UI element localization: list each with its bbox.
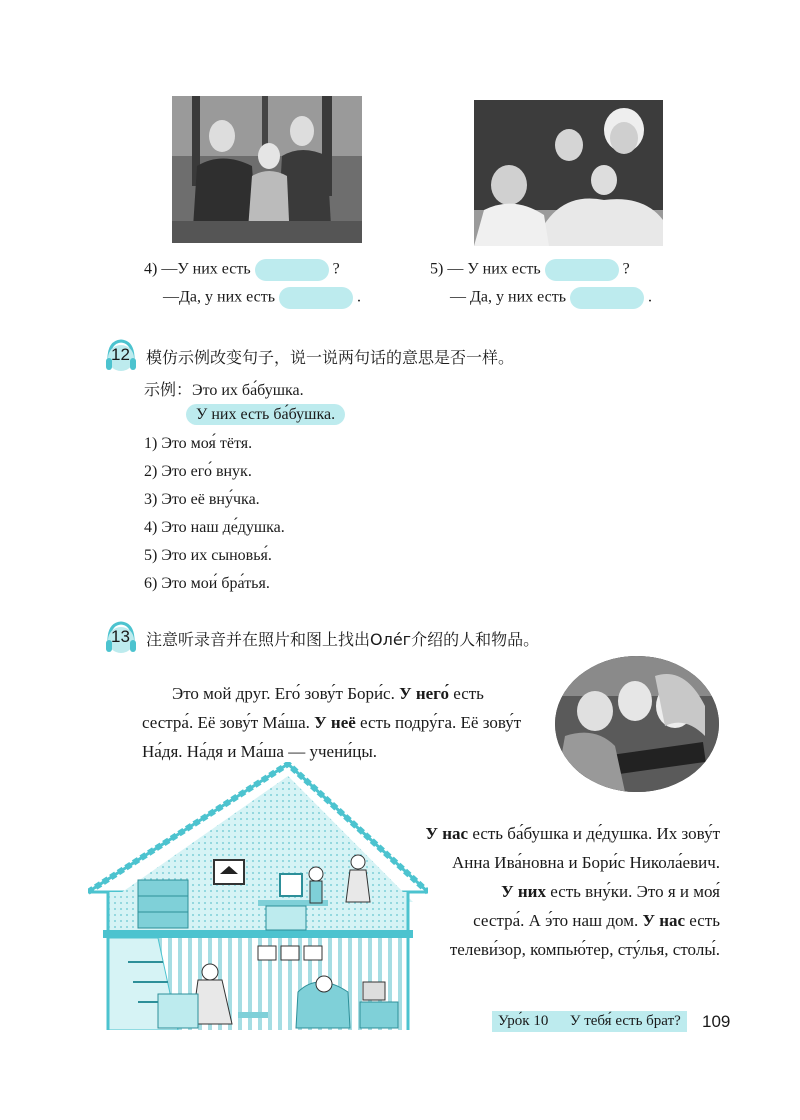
question-text: — У них есть xyxy=(447,260,541,278)
exercise-number: 13 xyxy=(111,627,130,646)
text: есть xyxy=(685,911,720,930)
example-answer-highlight: У них есть ба́бушка. xyxy=(186,404,345,425)
exercise-list xyxy=(144,430,285,598)
house-illustration xyxy=(88,762,428,1030)
lesson-number: Уро́к 10 xyxy=(498,1013,549,1029)
question-text: —У них есть xyxy=(161,260,251,278)
bold-text: У них xyxy=(501,882,546,901)
text: есть вну́ки. Это я и моя́ xyxy=(545,882,720,901)
bold-text: У нас xyxy=(642,911,686,930)
question-mark: ? xyxy=(332,260,340,278)
question-mark: ? xyxy=(622,260,630,278)
dialog-4-question xyxy=(144,259,340,281)
bold-text: У неё xyxy=(314,713,356,732)
text: На́дя. На́дя и Ма́ша — учени́цы. xyxy=(142,742,378,761)
text-paragraph-1 xyxy=(142,679,537,766)
family-photo xyxy=(172,96,362,243)
answer-period: . xyxy=(357,288,362,306)
answer-blank[interactable] xyxy=(570,287,644,309)
answer-blank[interactable] xyxy=(255,259,329,281)
answer-text: —Да, у них есть xyxy=(163,288,276,306)
answer-period: . xyxy=(648,288,653,306)
text-paragraph-2 xyxy=(400,819,720,964)
answer-text: — Да, у них есть xyxy=(450,288,567,306)
item-number: 4) xyxy=(144,260,158,278)
example-text: Это их ба́бушка. xyxy=(192,382,304,399)
text: есть xyxy=(448,684,484,703)
text: Это мой друг. Его́ зову́т Бори́с. xyxy=(172,684,400,703)
text: Анна Ива́новна и Бори́с Никола́евич. xyxy=(452,853,720,872)
list-item: 1) Это моя́ тётя. xyxy=(144,435,253,452)
dialog-5-question xyxy=(430,259,630,281)
bold-text: У нас xyxy=(425,824,469,843)
exercise-number: 12 xyxy=(111,345,130,364)
girls-computer-photo xyxy=(555,656,719,792)
exercise-instruction: 注意听录音并在照片和图上找出Оле́г介绍的人和物品。 xyxy=(146,630,540,649)
bold-text: У него́ xyxy=(399,684,449,703)
item-number: 5) xyxy=(430,260,444,278)
page-number: 109 xyxy=(702,1012,731,1031)
list-item: 4) Это наш де́душка. xyxy=(144,519,285,536)
lesson-title: У тебя́ есть брат? xyxy=(569,1013,681,1029)
text: телеви́зор, компью́тер, сту́лья, столы́. xyxy=(449,940,720,959)
lesson-footer xyxy=(492,1011,687,1032)
example-answer xyxy=(186,405,345,425)
exercise-instruction: 模仿示例改变句子，说一说两句话的意思是否一样。 xyxy=(146,348,515,367)
text: есть подру́га. Её зову́т xyxy=(355,713,522,732)
text: есть ба́бушка и де́душка. Их зову́т xyxy=(468,824,720,843)
list-item: 6) Это мои́ бра́тья. xyxy=(144,575,270,592)
answer-blank[interactable] xyxy=(545,259,619,281)
dialog-5-answer xyxy=(450,287,652,309)
grandparents-photo xyxy=(474,100,663,246)
list-item: 2) Это его́ внук. xyxy=(144,463,252,480)
list-item: 5) Это их сыновья́. xyxy=(144,547,272,564)
answer-blank[interactable] xyxy=(279,287,353,309)
dialog-4-answer xyxy=(163,287,361,309)
text: сестра́. Её зову́т Ма́ша. xyxy=(142,713,315,732)
list-item: 3) Это её вну́чка. xyxy=(144,491,260,508)
example-label: 示例： xyxy=(144,380,193,399)
example-line xyxy=(144,380,304,401)
text: сестра́. А э́то наш дом. xyxy=(473,911,643,930)
